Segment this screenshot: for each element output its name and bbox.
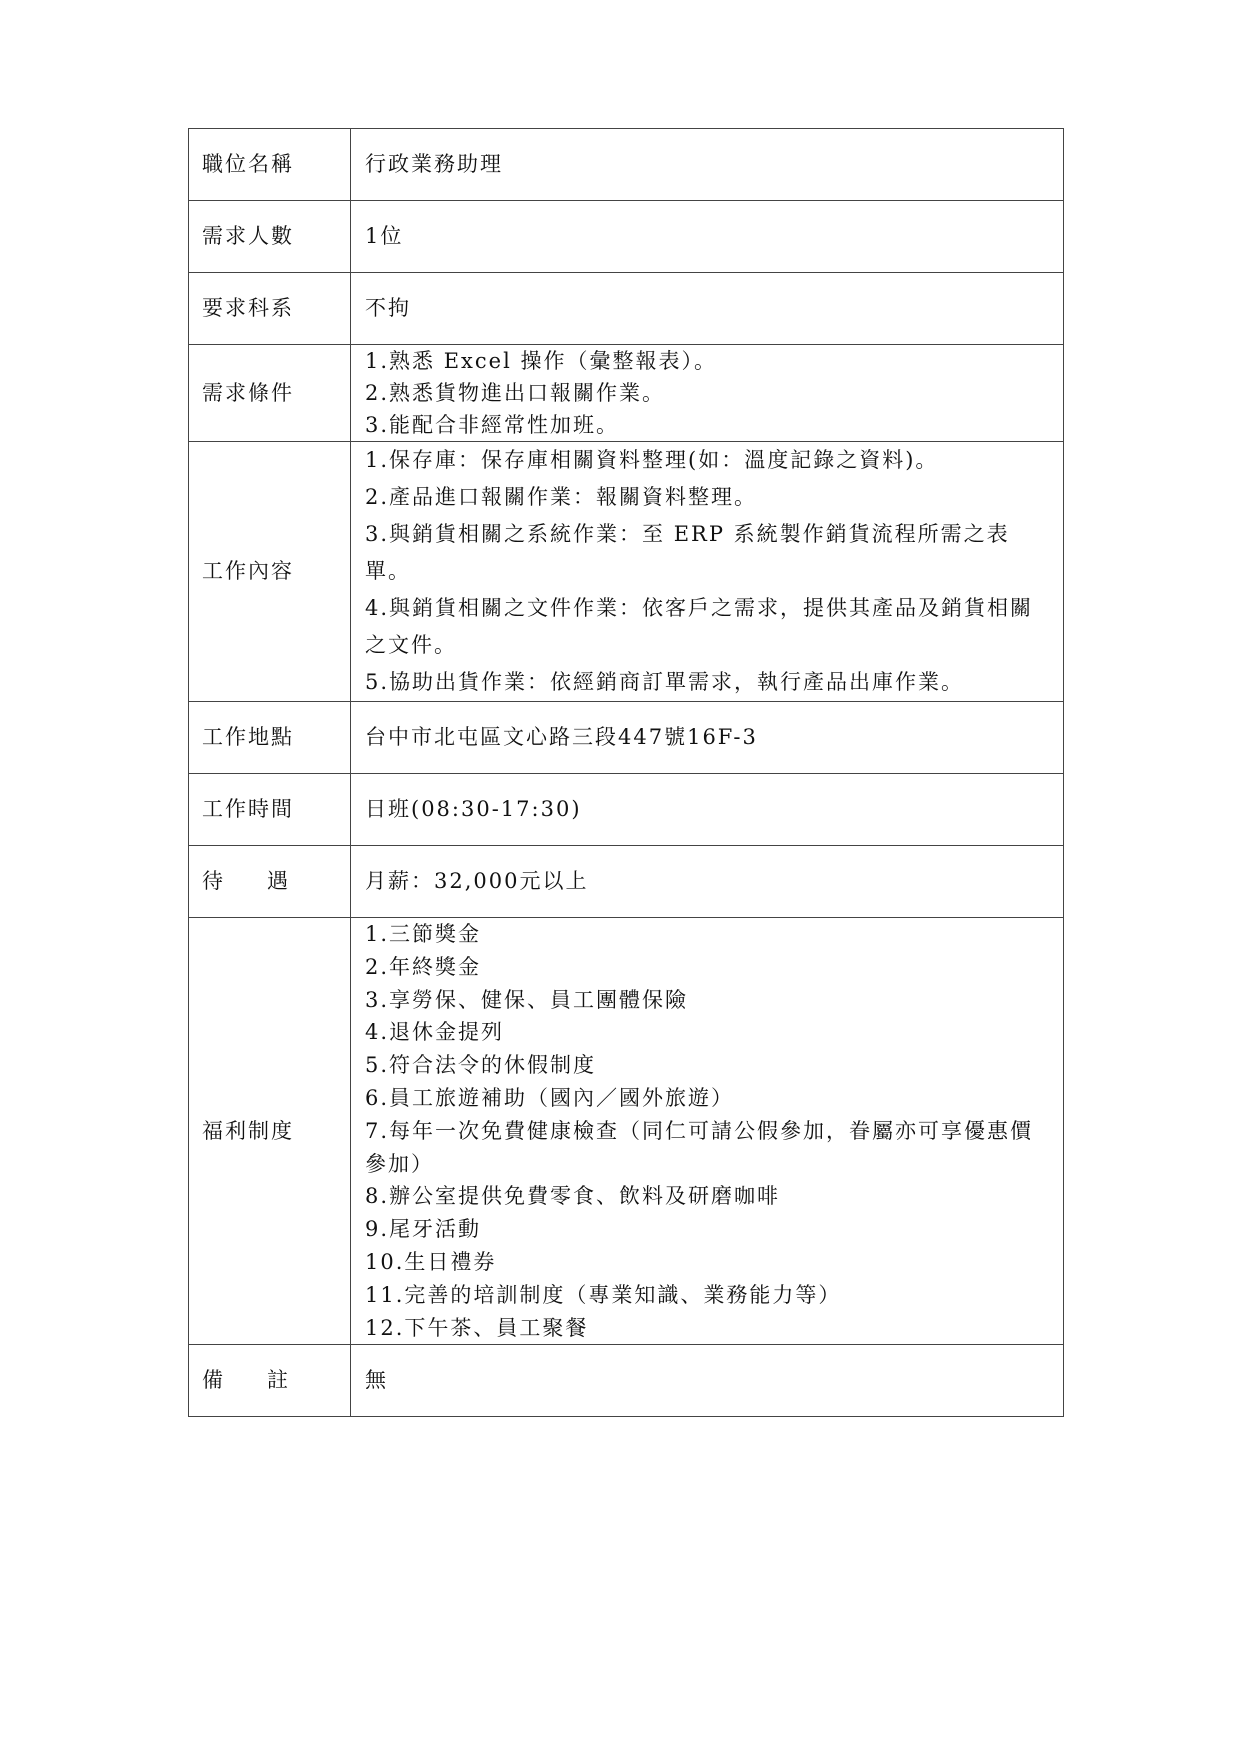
- benefit-item: 10.生日禮券: [365, 1249, 497, 1274]
- benefit-item: 2.年終獎金: [365, 954, 482, 979]
- requirements-value: [351, 345, 1064, 442]
- duty-item: 4.與銷貨相關之文件作業：依客戶之需求，提供其產品及銷貨相關之文件。: [365, 596, 1034, 657]
- requirement-item: 1.熟悉 Excel 操作（彙整報表）。: [365, 349, 717, 373]
- major-value: 不拘: [351, 273, 1064, 345]
- row-salary: [189, 846, 1064, 918]
- headcount-label: 需求人數: [189, 201, 351, 273]
- requirements-list: [365, 345, 1053, 441]
- salary-value: 月薪：32,000元以上: [351, 846, 1064, 918]
- headcount-value: 1位: [351, 201, 1064, 273]
- row-job-title: [189, 129, 1064, 201]
- duties-label: 工作內容: [189, 442, 351, 702]
- duty-item: 2.產品進口報關作業：報關資料整理。: [365, 485, 758, 509]
- row-requirements: [189, 345, 1064, 442]
- duty-item: 3.與銷貨相關之系統作業：至 ERP 系統製作銷貨流程所需之表單。: [365, 522, 1010, 583]
- benefit-item: 7.每年一次免費健康檢查（同仁可請公假參加，眷屬亦可享優惠價參加）: [365, 1118, 1034, 1176]
- salary-label: 待遇: [189, 846, 351, 918]
- job-title-value: 行政業務助理: [351, 129, 1064, 201]
- benefit-item: 11.完善的培訓制度（專業知識、業務能力等）: [365, 1282, 842, 1307]
- benefit-item: 5.符合法令的休假制度: [365, 1053, 597, 1078]
- benefits-value: [351, 918, 1064, 1345]
- row-notes: [189, 1345, 1064, 1417]
- duty-item: 5.協助出貨作業：依經銷商訂單需求，執行產品出庫作業。: [365, 670, 965, 694]
- row-major: [189, 273, 1064, 345]
- row-location: [189, 702, 1064, 774]
- hours-value: 日班(08:30-17:30): [351, 774, 1064, 846]
- notes-value: 無: [351, 1345, 1064, 1417]
- hours-label: 工作時間: [189, 774, 351, 846]
- location-value: 台中市北屯區文心路三段447號16F-3: [351, 702, 1064, 774]
- row-headcount: [189, 201, 1064, 273]
- benefit-item: 12.下午茶、員工聚餐: [365, 1315, 589, 1340]
- requirements-label: 需求條件: [189, 345, 351, 442]
- requirement-item: 2.熟悉貨物進出口報關作業。: [365, 381, 666, 405]
- benefit-item: 6.員工旅遊補助（國內／國外旅遊）: [365, 1085, 735, 1110]
- notes-label: 備註: [189, 1345, 351, 1417]
- location-label: 工作地點: [189, 702, 351, 774]
- job-title-label: 職位名稱: [189, 129, 351, 201]
- major-label: 要求科系: [189, 273, 351, 345]
- job-posting-table: [188, 128, 1064, 1417]
- benefits-list: [365, 918, 1053, 1344]
- benefit-item: 1.三節獎金: [365, 922, 482, 946]
- row-hours: [189, 774, 1064, 846]
- benefit-item: 4.退休金提列: [365, 1020, 505, 1045]
- requirement-item: 3.能配合非經常性加班。: [365, 413, 620, 437]
- benefit-item: 9.尾牙活動: [365, 1217, 482, 1242]
- row-benefits: [189, 918, 1064, 1345]
- duty-item: 1.保存庫：保存庫相關資料整理(如：溫度記錄之資料)。: [365, 448, 939, 472]
- duties-value: [351, 442, 1064, 702]
- duties-list: [365, 442, 1053, 701]
- benefit-item: 8.辦公室提供免費零食、飲料及研磨咖啡: [365, 1184, 781, 1209]
- benefit-item: 3.享勞保、健保、員工團體保險: [365, 987, 689, 1012]
- row-duties: [189, 442, 1064, 702]
- benefits-label: 福利制度: [189, 918, 351, 1345]
